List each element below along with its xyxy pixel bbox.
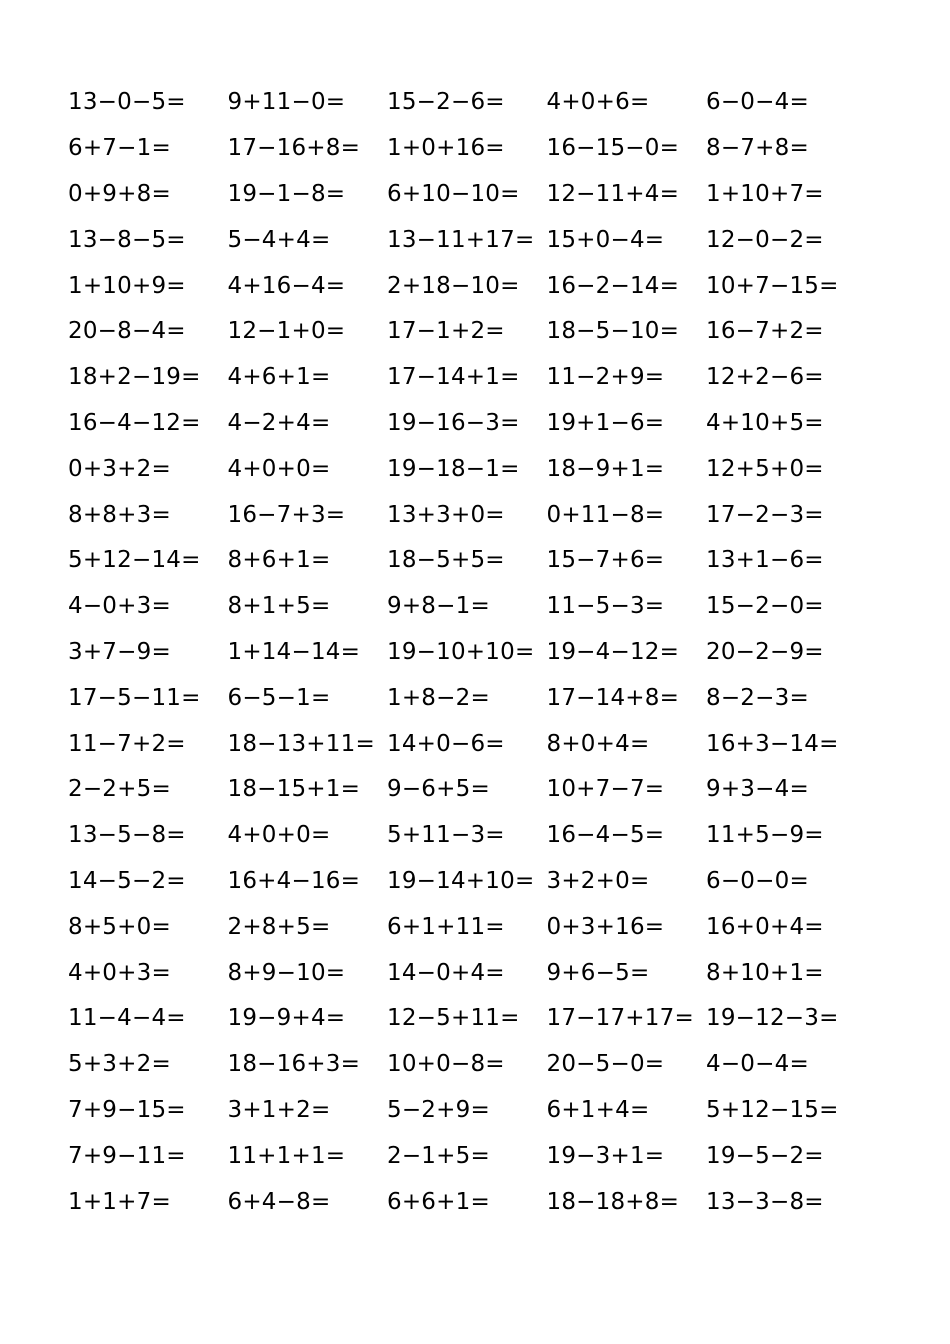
- math-problem: 19−16−3=: [387, 409, 520, 436]
- math-problem: 17−14+1=: [387, 364, 520, 391]
- math-problem: 19−18−1=: [387, 455, 520, 482]
- math-problem: 15+0−4=: [546, 226, 665, 253]
- math-problem: 11−2+9=: [546, 364, 665, 391]
- math-problem: 7+9−15=: [68, 1096, 186, 1123]
- math-problem: 10+0−8=: [387, 1051, 505, 1078]
- math-problem: 1+0+16=: [387, 135, 505, 162]
- math-problem: 13−3−8=: [706, 1188, 824, 1215]
- math-problem: 6+4−8=: [227, 1188, 331, 1215]
- math-problem: 4+6+1=: [227, 364, 331, 391]
- math-problem: 2+18−10=: [387, 272, 520, 299]
- math-problem: 16−4−12=: [68, 409, 201, 436]
- math-problem: 16+3−14=: [706, 730, 839, 757]
- math-problem: 19−5−2=: [706, 1142, 824, 1169]
- math-problem: 17−17+17=: [546, 1005, 694, 1032]
- problem-row: [68, 950, 888, 996]
- math-problem: 15−7+6=: [546, 547, 665, 574]
- math-problem: 4−0+3=: [68, 593, 171, 620]
- math-problem: 18−18+8=: [546, 1188, 680, 1215]
- math-problem: 18+2−19=: [68, 364, 201, 391]
- math-problem: 5−2+9=: [387, 1096, 490, 1123]
- math-problem: 8−7+8=: [706, 135, 809, 162]
- math-problem: 3+1+2=: [227, 1096, 331, 1123]
- math-problem: 16−4−5=: [546, 822, 665, 849]
- problem-row: [68, 401, 888, 447]
- math-problem: 12−0−2=: [706, 226, 824, 253]
- math-problem: 18−5+5=: [387, 547, 505, 574]
- math-problem: 9+3−4=: [706, 776, 809, 803]
- math-problem: 19−4−12=: [546, 638, 680, 665]
- math-problem: 19−12−3=: [706, 1005, 839, 1032]
- problem-row: [68, 217, 888, 263]
- math-problem: 17−14+8=: [546, 684, 680, 711]
- math-problem: 19−10+10=: [387, 638, 535, 665]
- problem-row: [68, 996, 888, 1042]
- math-problem: 14−5−2=: [68, 867, 186, 894]
- math-problem: 13−5−8=: [68, 822, 186, 849]
- math-problem: 7+9−11=: [68, 1142, 186, 1169]
- math-problem: 10+7−7=: [546, 776, 665, 803]
- math-problem: 15−2−6=: [387, 89, 505, 116]
- math-problem: 12−5+11=: [387, 1005, 520, 1032]
- math-problem: 6+7−1=: [68, 135, 171, 162]
- problem-row: [68, 263, 888, 309]
- math-problem: 19−14+10=: [387, 867, 535, 894]
- math-problem: 1+10+7=: [706, 180, 824, 207]
- math-problem: 1+14−14=: [227, 638, 361, 665]
- problem-row: [68, 446, 888, 492]
- math-problem: 6−0−0=: [706, 867, 809, 894]
- problem-row: [68, 172, 888, 218]
- math-problem: 17−5−11=: [68, 684, 201, 711]
- math-problem: 17−16+8=: [227, 135, 361, 162]
- problem-row: [68, 1133, 888, 1179]
- math-problem: 9+6−5=: [546, 959, 650, 986]
- math-problem: 6+10−10=: [387, 180, 520, 207]
- math-problem: 5+12−14=: [68, 547, 201, 574]
- problem-row: [68, 859, 888, 905]
- problem-row: [68, 126, 888, 172]
- math-problem: 6−0−4=: [706, 89, 809, 116]
- math-problem: 14−0+4=: [387, 959, 505, 986]
- math-problem: 12−1+0=: [227, 318, 346, 345]
- problem-row: [68, 355, 888, 401]
- math-problem: 11−4−4=: [68, 1005, 186, 1032]
- math-problem: 17−1+2=: [387, 318, 505, 345]
- math-problem: 2−1+5=: [387, 1142, 490, 1169]
- math-problem: 18−15+1=: [227, 776, 361, 803]
- math-problem: 17−2−3=: [706, 501, 824, 528]
- math-problem: 20−8−4=: [68, 318, 186, 345]
- math-problem: 19−3+1=: [546, 1142, 665, 1169]
- math-problem: 18−9+1=: [546, 455, 665, 482]
- math-problem: 16−7+2=: [706, 318, 824, 345]
- math-problem: 5+3+2=: [68, 1051, 171, 1078]
- math-problem: 20−2−9=: [706, 638, 824, 665]
- math-problem: 4−0−4=: [706, 1051, 809, 1078]
- problem-row: [68, 538, 888, 584]
- math-problem: 6−5−1=: [227, 684, 331, 711]
- math-problem: 16−2−14=: [546, 272, 680, 299]
- math-problem: 6+1+4=: [546, 1096, 650, 1123]
- math-problem: 16−15−0=: [546, 135, 680, 162]
- math-problem: 4+16−4=: [227, 272, 346, 299]
- arithmetic-worksheet: [68, 80, 888, 1225]
- math-problem: 6+6+1=: [387, 1188, 490, 1215]
- math-problem: 0+3+2=: [68, 455, 171, 482]
- math-problem: 16−7+3=: [227, 501, 346, 528]
- math-problem: 16+4−16=: [227, 867, 361, 894]
- problem-row: [68, 1088, 888, 1134]
- math-problem: 11+5−9=: [706, 822, 824, 849]
- problem-row: [68, 767, 888, 813]
- math-problem: 12+5+0=: [706, 455, 824, 482]
- problem-row: [68, 80, 888, 126]
- math-problem: 0+9+8=: [68, 180, 171, 207]
- math-problem: 4+0+0=: [227, 455, 331, 482]
- math-problem: 19−1−8=: [227, 180, 346, 207]
- problem-row: [68, 584, 888, 630]
- math-problem: 13+3+0=: [387, 501, 505, 528]
- math-problem: 12−11+4=: [546, 180, 680, 207]
- problem-row: [68, 813, 888, 859]
- math-problem: 18−13+11=: [227, 730, 375, 757]
- math-problem: 16+0+4=: [706, 913, 824, 940]
- math-problem: 8+0+4=: [546, 730, 650, 757]
- math-problem: 3+7−9=: [68, 638, 171, 665]
- math-problem: 8+9−10=: [227, 959, 346, 986]
- problem-row: [68, 309, 888, 355]
- math-problem: 8+5+0=: [68, 913, 171, 940]
- problem-row: [68, 675, 888, 721]
- math-problem: 2+8+5=: [227, 913, 331, 940]
- problem-row: [68, 492, 888, 538]
- math-problem: 8+6+1=: [227, 547, 331, 574]
- math-problem: 2−2+5=: [68, 776, 171, 803]
- math-problem: 19+1−6=: [546, 409, 665, 436]
- math-problem: 13−8−5=: [68, 226, 186, 253]
- math-problem: 18−5−10=: [546, 318, 680, 345]
- math-problem: 1+10+9=: [68, 272, 186, 299]
- math-problem: 18−16+3=: [227, 1051, 361, 1078]
- math-problem: 8−2−3=: [706, 684, 809, 711]
- math-problem: 4+0+6=: [546, 89, 650, 116]
- problem-row: [68, 630, 888, 676]
- math-problem: 20−5−0=: [546, 1051, 665, 1078]
- math-problem: 5+12−15=: [706, 1096, 839, 1123]
- math-problem: 0+3+16=: [546, 913, 665, 940]
- math-problem: 3+2+0=: [546, 867, 650, 894]
- math-problem: 8+1+5=: [227, 593, 331, 620]
- math-problem: 11−5−3=: [546, 593, 665, 620]
- math-problem: 1+1+7=: [68, 1188, 171, 1215]
- math-problem: 5+11−3=: [387, 822, 505, 849]
- math-problem: 14+0−6=: [387, 730, 505, 757]
- math-problem: 4+10+5=: [706, 409, 824, 436]
- math-problem: 8+8+3=: [68, 501, 171, 528]
- math-problem: 9−6+5=: [387, 776, 490, 803]
- math-problem: 11−7+2=: [68, 730, 186, 757]
- math-problem: 12+2−6=: [706, 364, 824, 391]
- problem-row: [68, 721, 888, 767]
- math-problem: 11+1+1=: [227, 1142, 346, 1169]
- math-problem: 13−0−5=: [68, 89, 186, 116]
- problem-row: [68, 904, 888, 950]
- math-problem: 1+8−2=: [387, 684, 490, 711]
- problem-row: [68, 1179, 888, 1225]
- math-problem: 4+0+3=: [68, 959, 171, 986]
- math-problem: 9+8−1=: [387, 593, 490, 620]
- problem-row: [68, 1042, 888, 1088]
- math-problem: 5−4+4=: [227, 226, 331, 253]
- math-problem: 13+1−6=: [706, 547, 824, 574]
- math-problem: 10+7−15=: [706, 272, 839, 299]
- math-problem: 8+10+1=: [706, 959, 824, 986]
- math-problem: 0+11−8=: [546, 501, 665, 528]
- math-problem: 13−11+17=: [387, 226, 535, 253]
- math-problem: 15−2−0=: [706, 593, 824, 620]
- math-problem: 6+1+11=: [387, 913, 505, 940]
- math-problem: 4−2+4=: [227, 409, 331, 436]
- math-problem: 9+11−0=: [227, 89, 346, 116]
- math-problem: 19−9+4=: [227, 1005, 346, 1032]
- math-problem: 4+0+0=: [227, 822, 331, 849]
